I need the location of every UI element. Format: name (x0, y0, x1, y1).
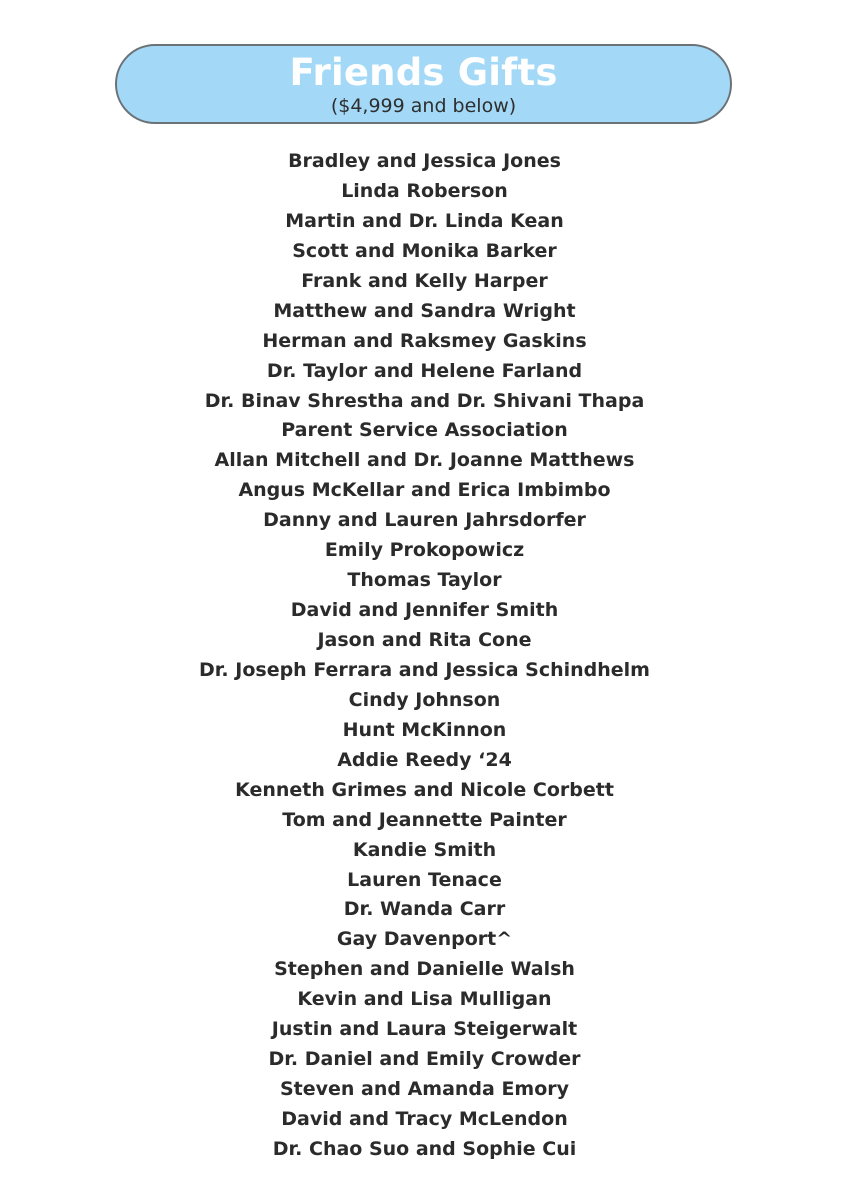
donor-name: Thomas Taylor (347, 569, 502, 592)
donor-name: Hunt McKinnon (342, 718, 507, 741)
donor-name: Parent Service Association (281, 419, 568, 442)
donor-name: Frank and Kelly Harper (301, 269, 548, 292)
donor-name: Dr. Binav Shrestha and Dr. Shivani Thapa (204, 389, 645, 412)
donor-list (0, 147, 849, 1165)
donor-name: Dr. Wanda Carr (343, 898, 506, 921)
donor-name: David and Tracy McLendon (281, 1108, 568, 1130)
donor-name: Allan Mitchell and Dr. Joanne Matthews (214, 449, 635, 472)
donor-name: Tom and Jeannette Painter (282, 808, 567, 831)
donor-name: David and Jennifer Smith (290, 599, 559, 622)
donor-name: Steven and Amanda Emory (279, 1078, 570, 1101)
donor-name: Kevin and Lisa Mulligan (297, 988, 552, 1011)
donor-name: Dr. Joseph Ferrara and Jessica Schindhelm (199, 658, 650, 681)
donor-name: Kenneth Grimes and Nicole Corbett (235, 778, 614, 801)
donor-name: Scott and Monika Barker (292, 239, 557, 262)
page-title: Friends Gifts (289, 51, 558, 94)
donor-name: Angus McKellar and Erica Imbimbo (238, 479, 611, 502)
donor-name: Bradley and Jessica Jones (288, 150, 561, 172)
donor-name: Matthew and Sandra Wright (273, 299, 576, 322)
donor-name: Martin and Dr. Linda Kean (285, 209, 564, 232)
donor-name: Stephen and Danielle Walsh (274, 958, 575, 981)
donor-name: Cindy Johnson (348, 688, 501, 711)
donor-name: Dr. Daniel and Emily Crowder (268, 1048, 581, 1071)
donor-name: Dr. Taylor and Helene Farland (266, 359, 583, 382)
donor-name: Justin and Laura Steigerwalt (271, 1018, 578, 1041)
donor-name: Danny and Lauren Jahrsdorfer (263, 509, 586, 532)
donor-name: Addie Reedy ‘24 (337, 748, 512, 771)
gift-range-subtitle: ($4,999 and below) (330, 95, 517, 117)
donor-name: Linda Roberson (341, 179, 508, 202)
donor-name: Gay Davenport^ (336, 928, 513, 951)
donor-name: Kandie Smith (352, 838, 497, 861)
donor-name: Herman and Raksmey Gaskins (262, 329, 587, 352)
donor-name: Jason and Rita Cone (317, 629, 532, 651)
header-banner (115, 44, 732, 124)
donor-name: Lauren Tenace (347, 868, 502, 891)
donor-name: Emily Prokopowicz (324, 539, 525, 562)
donor-name: Dr. Chao Suo and Sophie Cui (272, 1137, 577, 1160)
